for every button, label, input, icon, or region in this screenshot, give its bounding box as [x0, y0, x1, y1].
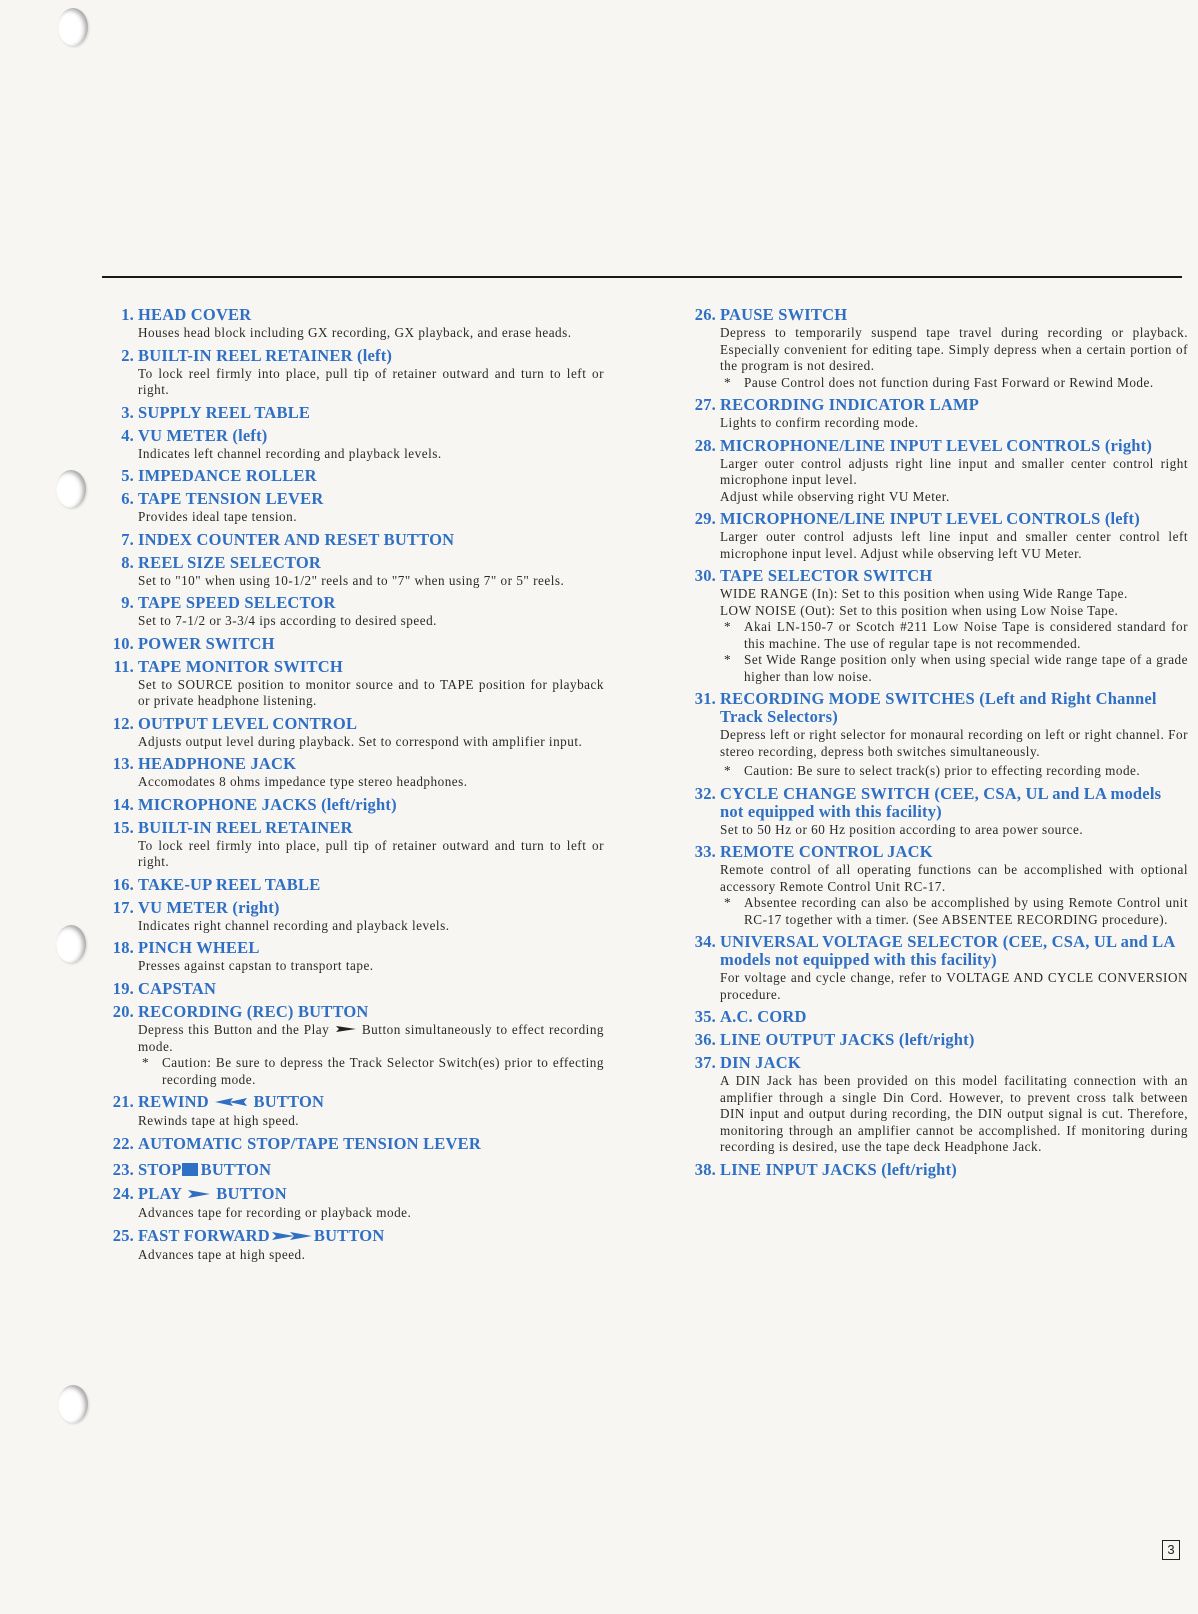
item-tape-tension-lever [104, 490, 604, 526]
item-title: INDEX COUNTER AND RESET BUTTON [138, 529, 455, 549]
item-title: PINCH WHEEL [138, 938, 260, 957]
description-part: Button simultaneously to effect recording mode. [138, 1021, 605, 1054]
item-description: Provides ideal tape tension. [138, 509, 298, 524]
item-title: TAPE MONITOR SWITCH [138, 656, 343, 676]
note-text: Absentee recording can also be accomplished by using Remote Control unit RC-17 together with a timer. (See ABSENTEE RECORDING procedure). [744, 895, 1188, 927]
item-tape-selector-switch [686, 567, 1188, 685]
item-title: UNIVERSAL VOLTAGE SELECTOR (CEE, CSA, UL and LA models not equipped with this facility) [720, 932, 1175, 969]
item-number: 22. [112, 1133, 134, 1153]
item-description: Set to 7-1/2 or 3-3/4 ips according to desired speed. [138, 613, 437, 628]
left-column [104, 306, 604, 1269]
item-title: PAUSE SWITCH [720, 305, 848, 324]
play-icon [188, 1186, 210, 1204]
item-description: A DIN Jack has been provided on this model facilitating connection with an amplifier through a single Din Cord. However, to prevent cross talk between DIN input and output during recording, the DIN output signal is cut. Therefore, monitoring through an amplifier cannot be accomplished. If monitoring during recording is desired, use the tape deck Headphone Jack. [720, 1073, 1188, 1154]
item-number: 6. [121, 489, 134, 508]
item-number: 19. [112, 978, 134, 998]
binder-hole [58, 8, 88, 46]
item-description: Set to SOURCE position to monitor source and to TAPE position for playback or private headphone listening. [138, 676, 604, 708]
note-marker: * [724, 619, 732, 634]
item-number: 9. [121, 593, 134, 612]
item-title: BUILT-IN REEL RETAINER (left) [138, 345, 393, 365]
item-description: To lock reel firmly into place, pull tip of retainer outward and turn to left or right. [138, 837, 604, 869]
item-description: To lock reel firmly into place, pull tip of retainer outward and turn to left or right. [138, 365, 604, 397]
item-number: 28. [694, 435, 716, 455]
item-title: TAPE TENSION LEVER [138, 489, 324, 508]
item-title: BUILT-IN REEL RETAINER [138, 817, 353, 837]
item-pinch-wheel [104, 939, 604, 975]
item-note [720, 619, 1188, 652]
item-description: WIDE RANGE (In): Set to this position when using Wide Range Tape. [720, 586, 1128, 601]
description-part: Depress this Button and the Play [138, 1021, 330, 1037]
note-marker: * [142, 1055, 150, 1071]
item-number: 24. [112, 1184, 134, 1204]
item-description: Rewinds tape at high speed. [138, 1113, 300, 1129]
item-number: 16. [112, 874, 134, 894]
item-description: Larger outer control adjusts left line input and smaller center control left microphone input level. Adjust while observing left VU Meter. [720, 529, 1188, 561]
item-description: Depress left or right selector for monaural recording on left or right channel. For stereo recording, depress both switches simultaneously. [720, 727, 1188, 759]
item-description: Set to "10" when using 10-1/2" reels and to "7" when using 7" or 5" reels. [138, 572, 565, 588]
title-part: BUTTON [313, 1225, 385, 1245]
item-play-button [104, 1185, 604, 1222]
stop-icon [182, 1162, 198, 1180]
item-number: 33. [694, 842, 716, 861]
item-number: 7. [121, 529, 134, 549]
item-note [720, 375, 1188, 392]
item-title: LINE OUTPUT JACKS (left/right) [720, 1030, 975, 1049]
item-title: CAPSTAN [138, 978, 217, 998]
item-pause-switch [686, 306, 1188, 391]
item-line-output-jacks [686, 1031, 1188, 1049]
item-number: 36. [694, 1030, 716, 1049]
fast-forward-icon [272, 1228, 312, 1246]
item-number: 8. [121, 552, 134, 572]
item-description [138, 1022, 604, 1056]
item-title: HEAD COVER [138, 305, 252, 324]
note-text: Set Wide Range position only when using special wide range tape of a grade higher than low noise. [744, 652, 1188, 684]
item-stop-button [104, 1161, 604, 1180]
item-number: 37. [694, 1053, 716, 1072]
item-number: 13. [112, 754, 134, 773]
item-description: Advances tape for recording or playback mode. [138, 1205, 412, 1221]
caution-note [138, 1055, 604, 1088]
title-part: BUTTON [253, 1092, 325, 1112]
item-number: 3. [121, 402, 134, 422]
item-capstan [104, 980, 604, 998]
note-marker: * [724, 652, 732, 667]
item-description: Advances tape at high speed. [138, 1247, 306, 1263]
item-title: MICROPHONE/LINE INPUT LEVEL CONTROLS (right) [720, 435, 1153, 455]
title-part: BUTTON [216, 1184, 287, 1204]
item-number: 26. [694, 305, 716, 324]
item-title: RECORDING (REC) BUTTON [138, 1001, 369, 1021]
item-title: SUPPLY REEL TABLE [138, 402, 311, 422]
item-number: 4. [121, 425, 134, 445]
item-title: HEADPHONE JACK [138, 754, 297, 773]
caution-note [720, 763, 1188, 780]
note-marker: * [724, 763, 732, 778]
item-description: Lights to confirm recording mode. [720, 415, 919, 430]
item-title: CYCLE CHANGE SWITCH (CEE, CSA, UL and LA models not equipped with this facility) [720, 783, 1162, 821]
item-recording-button [104, 1003, 604, 1089]
binder-hole [56, 470, 86, 508]
item-number: 38. [694, 1159, 716, 1179]
item-head-cover [104, 306, 604, 342]
note-text: Caution: Be sure to select track(s) prior to effecting recording mode. [744, 763, 1141, 778]
item-vu-meter-right [104, 899, 604, 935]
item-number: 5. [121, 466, 134, 485]
item-number: 2. [121, 345, 134, 365]
item-vu-meter-left [104, 427, 604, 463]
item-din-jack [686, 1054, 1188, 1156]
item-reel-retainer [104, 819, 604, 871]
item-title: TAKE-UP REEL TABLE [138, 874, 321, 894]
title-part: BUTTON [200, 1159, 272, 1179]
item-description: Indicates right channel recording and playback levels. [138, 917, 450, 933]
item-ac-cord [686, 1008, 1188, 1026]
item-power-switch [104, 635, 604, 653]
note-text: Akai LN-150-7 or Scotch #211 Low Noise Tape is considered standard for this machine. The use of regular tape is not recommended. [744, 619, 1188, 651]
item-number: 32. [694, 783, 716, 803]
item-line-input-jacks [686, 1161, 1188, 1179]
item-title: REEL SIZE SELECTOR [138, 552, 322, 572]
item-universal-voltage-selector [686, 933, 1188, 1003]
item-title [138, 1227, 604, 1246]
item-rewind-button [104, 1093, 604, 1130]
title-part: STOP [138, 1159, 182, 1179]
item-title: OUTPUT LEVEL CONTROL [138, 713, 358, 733]
item-number: 27. [694, 395, 716, 414]
item-title: MICROPHONE/LINE INPUT LEVEL CONTROLS (left) [720, 509, 1140, 528]
item-output-level-control [104, 715, 604, 751]
item-number: 23. [112, 1159, 134, 1179]
item-title: REMOTE CONTROL JACK [720, 842, 933, 861]
item-description: LOW NOISE (Out): Set to this position when using Low Noise Tape. [720, 602, 1119, 618]
item-note [720, 652, 1188, 685]
item-number: 1. [121, 305, 134, 324]
item-title: IMPEDANCE ROLLER [138, 466, 317, 485]
item-number: 30. [694, 566, 716, 585]
item-supply-reel-table [104, 404, 604, 422]
binder-hole [58, 1385, 88, 1423]
item-remote-control-jack [686, 843, 1188, 928]
item-title [138, 1161, 604, 1180]
item-title: TAPE SPEED SELECTOR [138, 593, 336, 612]
note-marker: * [724, 895, 732, 910]
item-title: RECORDING INDICATOR LAMP [720, 395, 980, 414]
item-recording-indicator-lamp [686, 396, 1188, 432]
item-number: 21. [112, 1092, 134, 1112]
item-description: Larger outer control adjusts right line input and smaller center control right microphone input level. [720, 455, 1188, 487]
item-title: RECORDING MODE SWITCHES (Left and Right Channel Track Selectors) [720, 689, 1157, 726]
item-title: LINE INPUT JACKS (left/right) [720, 1159, 957, 1179]
title-part: FAST FORWARD [138, 1225, 270, 1245]
item-title: VU METER (left) [138, 425, 268, 445]
item-title: MICROPHONE JACKS (left/right) [138, 794, 397, 814]
title-part: REWIND [138, 1092, 209, 1112]
item-number: 20. [112, 1001, 134, 1021]
item-fast-forward-button [104, 1227, 604, 1264]
item-impedance-roller [104, 467, 604, 485]
title-part: PLAY [138, 1184, 182, 1204]
item-title [138, 1185, 604, 1204]
right-column [686, 306, 1188, 1184]
item-headphone-jack [104, 755, 604, 791]
item-description: Indicates left channel recording and playback levels. [138, 445, 442, 461]
item-number: 10. [112, 633, 134, 653]
item-number: 18. [112, 938, 134, 957]
item-title [138, 1093, 604, 1112]
item-tape-monitor-switch [104, 658, 604, 710]
item-description: Adjusts output level during playback. Set to correspond with amplifier input. [138, 733, 583, 749]
item-description: Presses against capstan to transport tape. [138, 958, 374, 973]
item-title: A.C. CORD [720, 1007, 807, 1026]
item-description: For voltage and cycle change, refer to VOLTAGE AND CYCLE CONVERSION procedure. [720, 970, 1188, 1002]
item-number: 12. [112, 713, 134, 733]
binder-hole [56, 925, 86, 963]
item-tape-speed-selector [104, 594, 604, 630]
item-microphone-jacks [104, 796, 604, 814]
item-note [720, 895, 1188, 928]
item-description: Depress to temporarily suspend tape travel during recording or playback. Especially convenient for editing tape. Simply depress when a certain portion of the program is not desired. [720, 325, 1188, 373]
item-number: 11. [113, 656, 134, 676]
item-recording-mode-switches [686, 690, 1188, 780]
item-number: 15. [112, 817, 134, 837]
item-description: Adjust while observing right VU Meter. [720, 488, 950, 504]
item-number: 14. [112, 794, 134, 814]
item-automatic-stop [104, 1135, 604, 1153]
item-number: 31. [694, 689, 716, 708]
item-title: VU METER (right) [138, 897, 280, 917]
page-number: 3 [1162, 1540, 1180, 1560]
item-description: Remote control of all operating functions can be accomplished with optional accessory Remote Control Unit RC-17. [720, 862, 1188, 894]
item-input-level-right [686, 437, 1188, 506]
item-input-level-left [686, 510, 1188, 562]
item-number: 34. [694, 932, 716, 951]
item-take-up-reel-table [104, 876, 604, 894]
item-number: 17. [112, 897, 134, 917]
item-description: Accomodates 8 ohms impedance type stereo headphones. [138, 774, 468, 789]
header-rule [102, 276, 1182, 278]
item-title: DIN JACK [720, 1053, 801, 1072]
play-icon [336, 1022, 356, 1039]
item-title: POWER SWITCH [138, 633, 275, 653]
item-title: TAPE SELECTOR SWITCH [720, 566, 933, 585]
item-number: 35. [694, 1007, 716, 1026]
item-title: AUTOMATIC STOP/TAPE TENSION LEVER [138, 1133, 481, 1153]
item-description: Houses head block including GX recording, GX playback, and erase heads. [138, 325, 572, 340]
note-text: Caution: Be sure to depress the Track Selector Switch(es) prior to effecting recording mode. [162, 1055, 604, 1087]
item-index-counter [104, 531, 604, 549]
item-description: Set to 50 Hz or 60 Hz position according to area power source. [720, 821, 1084, 837]
item-reel-size-selector [104, 554, 604, 590]
item-reel-retainer-left [104, 347, 604, 399]
note-text: Pause Control does not function during Fast Forward or Rewind Mode. [744, 374, 1154, 390]
item-number: 25. [112, 1225, 134, 1245]
item-number: 29. [694, 509, 716, 528]
note-marker: * [724, 374, 732, 390]
item-cycle-change-switch [686, 785, 1188, 839]
rewind-icon [215, 1094, 247, 1112]
